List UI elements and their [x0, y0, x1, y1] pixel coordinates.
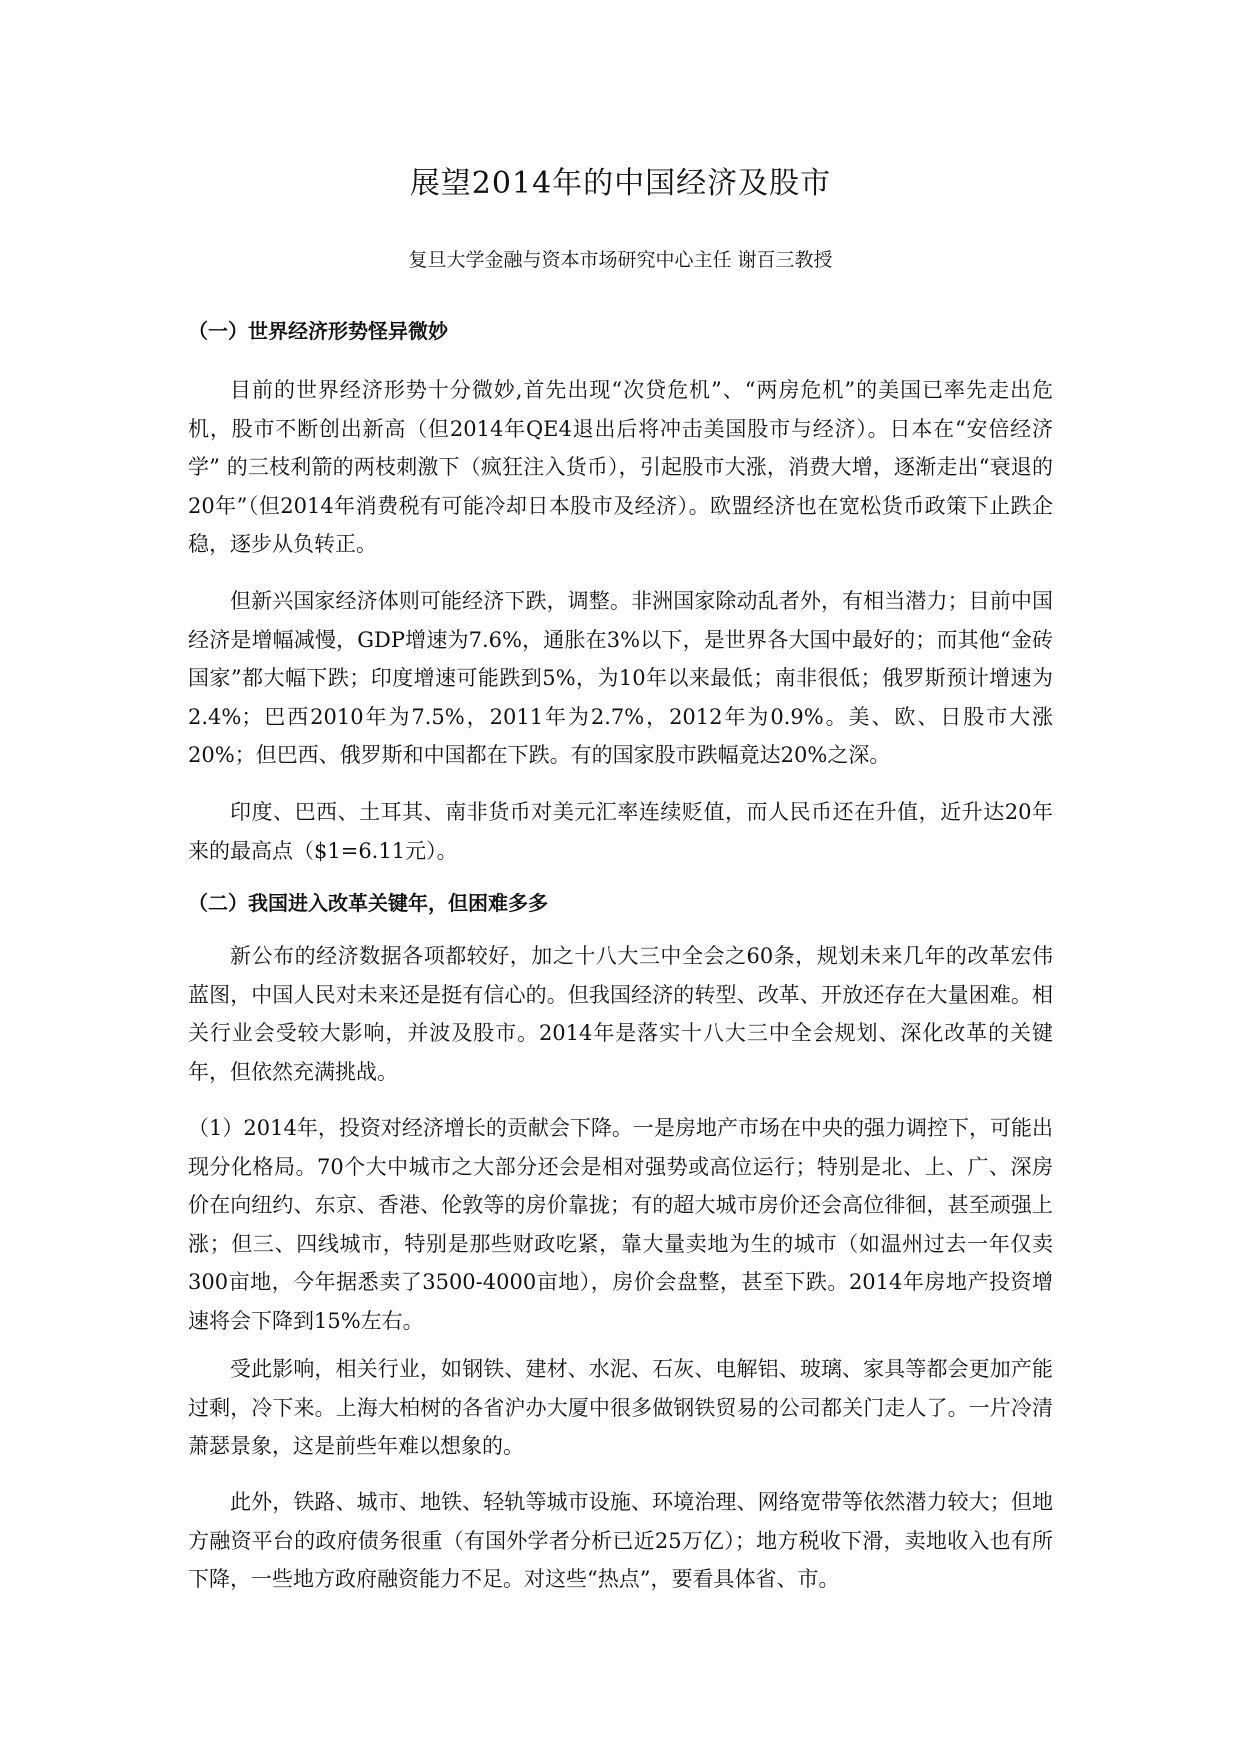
paragraph-1: 目前的世界经济形势十分微妙,首先出现“次贷危机”、“两房危机”的美国已率先走出危机，股市不断创出新高（但2014年QE4退出后将冲击美国股市与经济）。日本在“安倍经济学” 的三枝利箭的两枝刺激下（疯狂注入货币），引起股市大涨，消费大增，逐渐走出“衰退的20年”（但2014年消费税有可能冷却日本股市及经济）。欧盟经济也在宽松货币政策下止跌企稳，逐步从负转正。 [188, 378, 1053, 556]
section-heading-1: （一）世界经济形势怪异微妙 [188, 319, 448, 343]
paragraph-2: 但新兴国家经济体则可能经济下跌，调整。非洲国家除动乱者外，有相当潜力；目前中国经济是增幅减慢，GDP增速为7.6%，通胀在3%以下，是世界各大国中最好的；而其他“金砖国家”都大幅下跌；印度增速可能跌到5%，为10年以来最低；南非很低；俄罗斯预计增速为2.4%；巴西2010年为7.5%，2011年为2.7%，2012年为0.9%。美、欧、日股市大涨20%；但巴西、俄罗斯和中国都在下跌。有的国家股市跌幅竟达20%之深。 [188, 589, 1053, 767]
paragraph-4: 新公布的经济数据各项都较好，加之十八大三中全会之60条，规划未来几年的改革宏伟蓝图，中国人民对未来还是挺有信心的。但我国经济的转型、改革、开放还存在大量困难。相关行业会受较大影响，并波及股市。2014年是落实十八大三中全会规划、深化改革的关键年，但依然充满挑战。 [188, 944, 1053, 1084]
paragraph-5: （1）2014年，投资对经济增长的贡献会下降。一是房地产市场在中央的强力调控下，可能出现分化格局。70个大中城市之大部分还会是相对强势或高位运行；特别是北、上、广、深房价在向纽约、东京、香港、伦敦等的房价靠拢；有的超大城市房价还会高位徘徊，甚至顽强上涨；但三、四线城市，特别是那些财政吃紧，靠大量卖地为生的城市（如温州过去一年仅卖300亩地，今年据悉卖了3500-4000亩地），房价会盘整，甚至下跌。2014年房地产投资增速将会下降到15%左右。 [188, 1116, 1053, 1333]
paragraph-6: 受此影响，相关行业，如钢铁、建材、水泥、石灰、电解铝、玻璃、家具等都会更加产能过剩，冷下来。上海大柏树的各省沪办大厦中很多做钢铁贸易的公司都关门走人了。一片冷清萧瑟景象，这是前些年难以想象的。 [188, 1357, 1053, 1458]
section-heading-2: （二）我国进入改革关键年，但困难多多 [188, 891, 548, 915]
document-title: 展望2014年的中国经济及股市 [409, 166, 832, 201]
document-author: 复旦大学金融与资本市场研究中心主任 谢百三教授 [408, 249, 833, 271]
paragraph-7: 此外，铁路、城市、地铁、轻轨等城市设施、环境治理、网络宽带等依然潜力较大；但地方融资平台的政府债务很重（有国外学者分析已近25万亿）；地方税收下滑，卖地收入也有所下降，一些地方政府融资能力不足。对这些“热点”，要看具体省、市。 [188, 1490, 1053, 1591]
paragraph-3: 印度、巴西、土耳其、南非货币对美元汇率连续贬值，而人民币还在升值，近升达20年来的最高点（$1=6.11元）。 [188, 800, 1053, 863]
